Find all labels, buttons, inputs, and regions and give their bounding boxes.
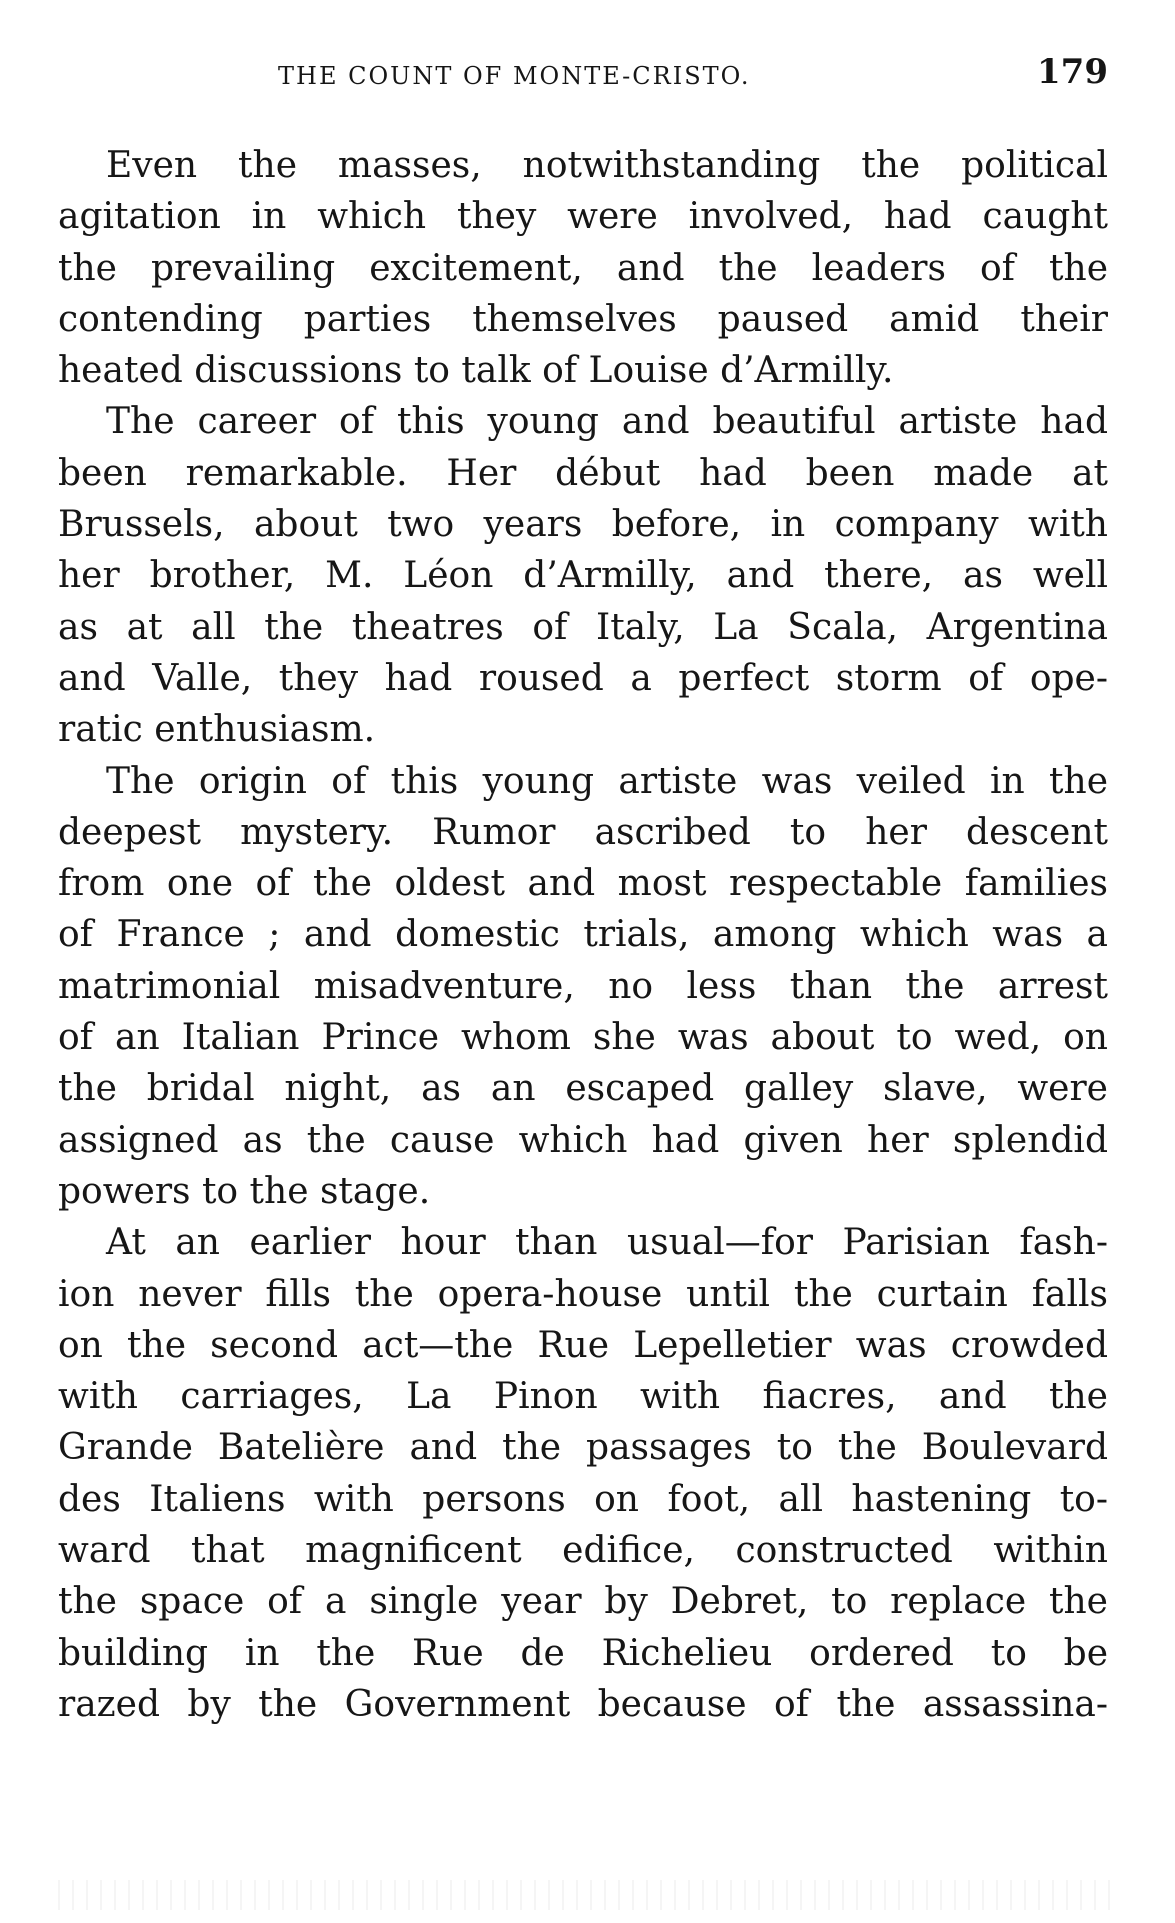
text-line: Brussels, about two years before, in company with xyxy=(58,504,1108,546)
text-line: ratic enthusiasm. xyxy=(58,709,376,751)
text-line: deepest mystery. Rumor ascribed to her descent xyxy=(58,811,1108,853)
text-line: the space of a single year by Debret, to replace the xyxy=(58,1581,1108,1623)
text-line: matrimonial misadventure, no less than the arrest xyxy=(58,965,1108,1007)
running-title: THE COUNT OF MONTE-CRISTO. xyxy=(278,62,751,90)
text-line: At an earlier hour than usual—for Parisian fash- xyxy=(106,1222,1108,1264)
page-number: 179 xyxy=(1037,52,1108,92)
text-line: of France ; and domestic trials, among which was a xyxy=(58,914,1108,956)
text-line: heated discussions to talk of Louise d’Armilly. xyxy=(58,350,894,392)
text-line: on the second act—the Rue Lepelletier was crowded xyxy=(58,1324,1108,1366)
paragraph xyxy=(58,756,1108,1218)
text-line: powers to the stage. xyxy=(58,1170,431,1212)
text-line: and Valle, they had roused a perfect storm of ope- xyxy=(58,657,1108,699)
text-line: The origin of this young artiste was veiled in the xyxy=(106,760,1108,802)
text-line: Grande Batelière and the passages to the Boulevard xyxy=(58,1427,1108,1469)
text-line: The career of this young and beautiful artiste had xyxy=(106,401,1108,443)
text-line: agitation in which they were involved, had caught xyxy=(58,196,1108,238)
text-line: been remarkable. Her début had been made at xyxy=(58,452,1108,494)
text-line: Even the masses, notwithstanding the political xyxy=(106,145,1108,186)
text-line: assigned as the cause which had given her splendid xyxy=(58,1119,1108,1161)
scan-noise xyxy=(58,1880,1118,1910)
paragraph xyxy=(58,1217,1108,1730)
text-line: ward that magnificent edifice, constructed within xyxy=(58,1530,1108,1572)
paragraph xyxy=(58,396,1108,755)
text-line: the bridal night, as an escaped galley slave, were xyxy=(58,1068,1108,1110)
text-line: building in the Rue de Richelieu ordered to be xyxy=(58,1632,1108,1674)
text-line: of an Italian Prince whom she was about to wed, on xyxy=(58,1017,1108,1059)
text-line: ion never fills the opera-house until the curtain falls xyxy=(58,1273,1108,1315)
page-header xyxy=(58,52,1108,96)
text-line: contending parties themselves paused amid their xyxy=(58,298,1108,340)
text-line: razed by the Government because of the assassina- xyxy=(58,1683,1108,1725)
body-text xyxy=(58,140,1108,1730)
text-line: with carriages, La Pinon with fiacres, and the xyxy=(58,1376,1108,1418)
text-line: from one of the oldest and most respectable families xyxy=(58,863,1108,905)
text-line: as at all the theatres of Italy, La Scala, Argentina xyxy=(58,606,1108,648)
paragraph xyxy=(58,140,1108,396)
text-line: the prevailing excitement, and the leaders of the xyxy=(58,247,1108,289)
text-line: des Italiens with persons on foot, all hastening to- xyxy=(58,1478,1108,1520)
text-line: her brother, M. Léon d’Armilly, and there, as well xyxy=(58,555,1108,597)
